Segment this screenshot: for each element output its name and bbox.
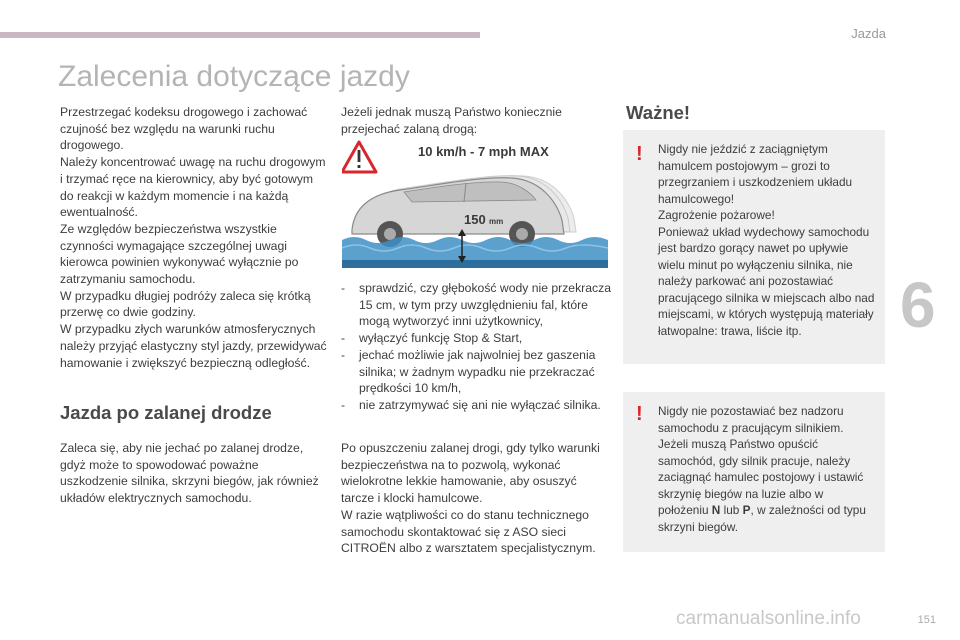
bullet-dash: - (341, 347, 346, 362)
list-item (341, 330, 611, 347)
important-heading: Ważne! (626, 102, 691, 123)
text-run: , w zależności od typu skrzyni biegów. (658, 503, 866, 534)
bullet-dash: - (341, 397, 346, 412)
exclamation-icon: ! (636, 143, 643, 165)
header-accent-bar (0, 32, 480, 38)
car-icon (352, 178, 564, 247)
intro-paragraph: Należy koncentrować uwagę na ruchu drogowym i trzymać ręce na kierownicy, aby być gotowym do reakcji w każdym momencie i na każdą ewentualność. (60, 155, 326, 220)
after-flood-text (341, 440, 611, 557)
after-paragraph: Po opuszczeniu zalanej drogi, gdy tylko warunki bezpieczeństwa na to pozwolą, wykonać wielokrotne lekkie hamowanie, aby osuszyć tarcze i klocki hamulcowe. (341, 441, 600, 506)
warning-paragraph (658, 436, 875, 535)
text-run: Jeżeli muszą Państwo opuścić samochód, gdy silnik pracuje, należy zaciągnąć hamulec postojowy i ustawić skrzynię biegów na luzie albo w położeniu (658, 437, 864, 517)
list-item-text: jechać możliwie jak najwolniej bez gaszenia silnika; w żadnym wypadku nie przekraczać prędkości 10 km/h, (359, 347, 596, 396)
bullet-dash: - (341, 331, 346, 346)
flooded-road-illustration (342, 136, 608, 268)
flood-text: Zaleca się, aby nie jechać po zalanej drodze, gdyż może to spowodować poważne uszkodzenie silnika, skrzyni biegów, jak również układów elektrycznych samochodu. (60, 441, 319, 506)
list-item-text: nie zatrzymywać się ani nie wyłączać silnika. (359, 397, 601, 412)
gear-n-label: N (711, 503, 721, 517)
section-label: Jazda (851, 26, 886, 41)
chapter-number: 6 (900, 269, 936, 341)
watermark: carmanualsonline.info (676, 608, 861, 629)
page-title: Zalecenia dotyczące jazdy (58, 60, 410, 93)
list-item (341, 397, 611, 414)
warning-paragraph: Zagrożenie pożarowe! (658, 208, 775, 222)
exclamation-icon: ! (636, 403, 643, 425)
list-item (341, 347, 611, 397)
list-item (341, 280, 611, 330)
warning-paragraph: Nigdy nie pozostawiać bez nadzoru samochodu z pracującym silnikiem. (658, 404, 844, 435)
gear-p-label: P (742, 503, 751, 517)
flood-intro-text: Jeżeli jednak muszą Państwo koniecznie przejechać zalaną drogą: (341, 105, 562, 136)
bullet-dash: - (341, 281, 346, 295)
warning-box-parking-brake (623, 130, 885, 364)
text-run: lub (720, 503, 743, 517)
after-paragraph: W razie wątpliwości co do stanu technicznego samochodu skontaktować się z ASO sieci CITROËN albo z warsztatem specjalistycznym. (341, 507, 596, 556)
intro-paragraph: Ze względów bezpieczeństwa wszystkie czynności wymagające szczególnej uwagi kierowca powinien wykonywać wyłącznie po zatrzymaniu samochodu. (60, 221, 299, 287)
speed-limit-label: 10 km/h - 7 mph MAX (418, 144, 549, 159)
flood-heading: Jazda po zalanej drodze (60, 402, 272, 423)
warning-paragraph: Nigdy nie jeździć z zaciągniętym hamulcem postojowym – grozi to przegrzaniem i uszkodzeniem układu hamulcowego! (658, 142, 853, 206)
depth-value: 150 (464, 212, 486, 227)
list-item-text: sprawdzić, czy głębokość wody nie przekracza 15 cm, w tym przy uwzględnieniu fal, które mogą wytworzyć inni użytkownicy, (359, 281, 611, 329)
intro-column (60, 104, 328, 371)
warning-triangle-icon (342, 142, 376, 172)
warning-paragraph: Ponieważ układ wydechowy samochodu jest bardzo gorący nawet po upływie wielu minut po wyłączeniu silnika, nie należy parkować ani pozostawiać pracującego silnika w miejscach albo nad miejscami, w których występują materiały łatwopalne: trawa, liście itp. (658, 224, 875, 338)
page-number: 151 (917, 614, 936, 626)
intro-paragraph: Przestrzegać kodeksu drogowego i zachować czujność bez względu na warunki ruchu drogowego. (60, 105, 308, 153)
warning-text (658, 141, 875, 339)
depth-unit: mm (489, 217, 504, 226)
warning-text (658, 403, 875, 535)
list-item-text: wyłączyć funkcję Stop & Start, (359, 331, 523, 346)
flood-steps-list (341, 280, 611, 414)
warning-box-engine-running (623, 392, 885, 552)
intro-paragraph: W przypadku długiej podróży zaleca się krótką przerwę co dwie godziny. (60, 288, 311, 320)
flood-intro (341, 104, 609, 137)
intro-paragraph: W przypadku złych warunków atmosferycznych należy przyjąć elastyczny styl jazdy, przewidywać hamowanie i zwiększyć bezpieczną odległość. (60, 322, 327, 370)
